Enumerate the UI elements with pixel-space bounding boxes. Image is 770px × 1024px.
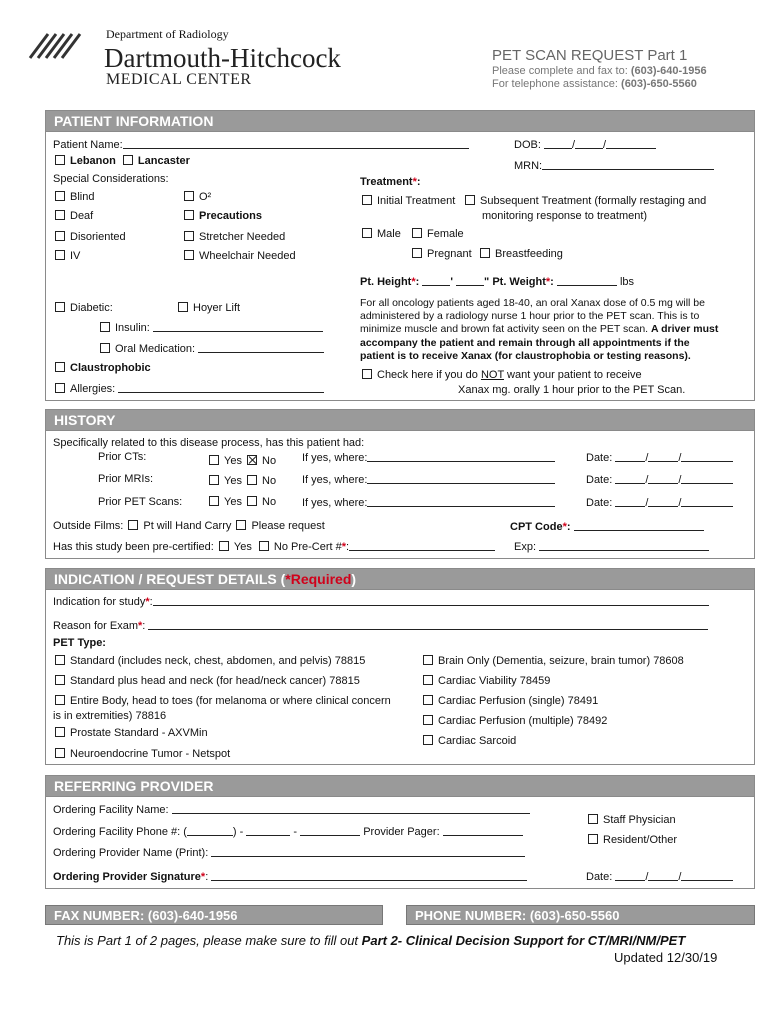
provider-date-field[interactable]: Date: / /	[586, 870, 733, 883]
special-considerations-label: Special Considerations:	[53, 173, 169, 185]
subsequent-treatment-option[interactable]: Subsequent Treatment (formally restaging and	[465, 195, 706, 207]
location-checkboxes[interactable]: Lebanon Lancaster	[55, 155, 190, 167]
prior-pet-date[interactable]: Date: / /	[586, 496, 733, 509]
claustrophobic-option[interactable]: Claustrophobic	[55, 362, 151, 374]
pet-head-neck-option[interactable]: Standard plus head and neck (for head/neck cancer) 78815	[55, 675, 360, 687]
staff-physician-option[interactable]: Staff Physician	[588, 814, 676, 826]
pet-neuroendocrine-option[interactable]: Neuroendocrine Tumor - Netspot	[55, 748, 230, 760]
dob-field[interactable]: DOB: / /	[514, 138, 656, 151]
pet-cardiac-sarcoid-option[interactable]: Cardiac Sarcoid	[423, 735, 516, 747]
history-intro: Specifically related to this disease process, has this patient had:	[53, 437, 365, 449]
exp-field[interactable]: Exp:	[514, 540, 709, 553]
cpt-code-field[interactable]: CPT Code*:	[510, 520, 704, 533]
xanax-optout-line2: Xanax mg. orally 1 hour prior to the PET Scan.	[458, 384, 686, 396]
patient-name-field[interactable]: Patient Name:	[53, 138, 469, 151]
disoriented-option[interactable]: Disoriented	[55, 231, 126, 243]
outside-films-row[interactable]: Outside Films: Pt will Hand Carry Please request	[53, 520, 325, 532]
pet-cardiac-viability-option[interactable]: Cardiac Viability 78459	[423, 675, 550, 687]
updated-date: Updated 12/30/19	[614, 950, 718, 965]
prior-mris-date[interactable]: Date: / /	[586, 473, 733, 486]
provider-name-field[interactable]: Ordering Provider Name (Print):	[53, 846, 525, 859]
treatment-label: Treatment*:	[360, 176, 421, 188]
pet-brain-option[interactable]: Brain Only (Dementia, seizure, brain tumor) 78608	[423, 655, 684, 667]
phone-instruction: For telephone assistance: (603)-650-5560	[492, 78, 697, 90]
pet-entire-body-line2: is in extremities) 78816	[53, 710, 167, 722]
pet-prostate-option[interactable]: Prostate Standard - AXVMin	[55, 727, 208, 739]
prior-mris-yesno[interactable]: Yes No	[209, 475, 276, 487]
prior-cts-label: Prior CTs:	[98, 451, 147, 463]
section-heading: PATIENT INFORMATION	[46, 111, 754, 132]
prior-mris-label: Prior MRIs:	[98, 473, 153, 485]
form-title: PET SCAN REQUEST Part 1	[492, 47, 688, 64]
xanax-notice: For all oncology patients aged 18-40, an oral Xanax dose of 0.5 mg will be administered by a radiology nurse 1 hour prior to the PET scan. This is to minimize muscle and brown fat activity seen on the PET scan. A driver must accompany the patient and remain through all appointments if the patient is to receive Xanax (for claustrophobia or testing reasons).	[360, 297, 719, 362]
reason-field[interactable]: Reason for Exam*:	[53, 619, 708, 632]
dhmc-logo-icon	[28, 28, 88, 62]
provider-signature-field[interactable]: Ordering Provider Signature*:	[53, 870, 527, 883]
resident-other-option[interactable]: Resident/Other	[588, 834, 677, 846]
precert-row[interactable]: Has this study been pre-certified: Yes No Pre-Cert #*:	[53, 540, 495, 553]
pet-cardiac-perfusion-single-option[interactable]: Cardiac Perfusion (single) 78491	[423, 695, 598, 707]
pregnant-option[interactable]: Pregnant	[412, 248, 472, 260]
pet-standard-option[interactable]: Standard (includes neck, chest, abdomen, and pelvis) 78815	[55, 655, 365, 667]
prior-cts-yesno[interactable]: Yes No	[209, 455, 276, 467]
iv-option[interactable]: IV	[55, 250, 80, 262]
insulin-option[interactable]: Insulin:	[100, 321, 323, 334]
fax-number-bar: FAX NUMBER: (603)-640-1956	[45, 905, 383, 925]
fax-instruction: Please complete and fax to: (603)-640-1956	[492, 65, 707, 77]
section-heading: INDICATION / REQUEST DETAILS (*Required)	[46, 569, 754, 590]
allergies-option[interactable]: Allergies:	[55, 382, 324, 395]
diabetic-option[interactable]: Diabetic:	[55, 302, 113, 314]
footer-note: This is Part 1 of 2 pages, please make sure to fill out Part 2- Clinical Decision Support for CT/MRI/NM/PET	[56, 933, 686, 948]
lancaster-checkbox[interactable]	[123, 155, 133, 165]
prior-cts-date[interactable]: Date: / /	[586, 451, 733, 464]
section-heading: REFERRING PROVIDER	[46, 776, 754, 797]
breastfeeding-option[interactable]: Breastfeeding	[480, 248, 563, 260]
initial-treatment-option[interactable]: Initial Treatment	[362, 195, 455, 207]
prior-cts-where[interactable]: If yes, where:	[302, 451, 555, 464]
indication-field[interactable]: Indication for study*:	[53, 595, 709, 608]
org-name: Dartmouth-Hitchcock	[104, 43, 341, 73]
hoyer-lift-option[interactable]: Hoyer Lift	[178, 302, 240, 314]
height-weight-field[interactable]: Pt. Height*: ' " Pt. Weight*: lbs	[360, 276, 635, 288]
pet-type-label: PET Type:	[53, 637, 106, 649]
lebanon-checkbox[interactable]	[55, 155, 65, 165]
o2-option[interactable]: O²	[184, 191, 211, 203]
facility-name-field[interactable]: Ordering Facility Name:	[53, 803, 530, 816]
precautions-option[interactable]: Precautions	[184, 210, 262, 222]
male-option[interactable]: Male	[362, 228, 401, 240]
subsequent-treatment-line2: monitoring response to treatment)	[482, 210, 648, 222]
prior-mris-where[interactable]: If yes, where:	[302, 473, 555, 486]
stretcher-option[interactable]: Stretcher Needed	[184, 231, 285, 243]
prior-pet-yesno[interactable]: Yes No	[209, 496, 276, 508]
blind-option[interactable]: Blind	[55, 191, 94, 203]
deaf-option[interactable]: Deaf	[55, 210, 93, 222]
department-label: Department of Radiology	[106, 27, 229, 41]
prior-pet-label: Prior PET Scans:	[98, 496, 183, 508]
oral-medication-option[interactable]: Oral Medication:	[100, 342, 324, 355]
pet-entire-body-option[interactable]: Entire Body, head to toes (for melanoma or where clinical concern	[55, 695, 391, 707]
prior-pet-where[interactable]: If yes, where:	[302, 496, 555, 509]
mrn-field[interactable]: MRN:	[514, 159, 714, 172]
xanax-optout-option[interactable]: Check here if you do NOT want your patient to receive	[362, 369, 642, 381]
wheelchair-option[interactable]: Wheelchair Needed	[184, 250, 296, 262]
facility-phone-field[interactable]: Ordering Facility Phone #: ( ) - - Provider Pager:	[53, 825, 523, 838]
female-option[interactable]: Female	[412, 228, 464, 240]
section-heading: HISTORY	[46, 410, 754, 431]
phone-number-bar: PHONE NUMBER: (603)-650-5560	[406, 905, 755, 925]
org-subname: MEDICAL CENTER	[106, 71, 252, 88]
pet-cardiac-perfusion-multiple-option[interactable]: Cardiac Perfusion (multiple) 78492	[423, 715, 607, 727]
